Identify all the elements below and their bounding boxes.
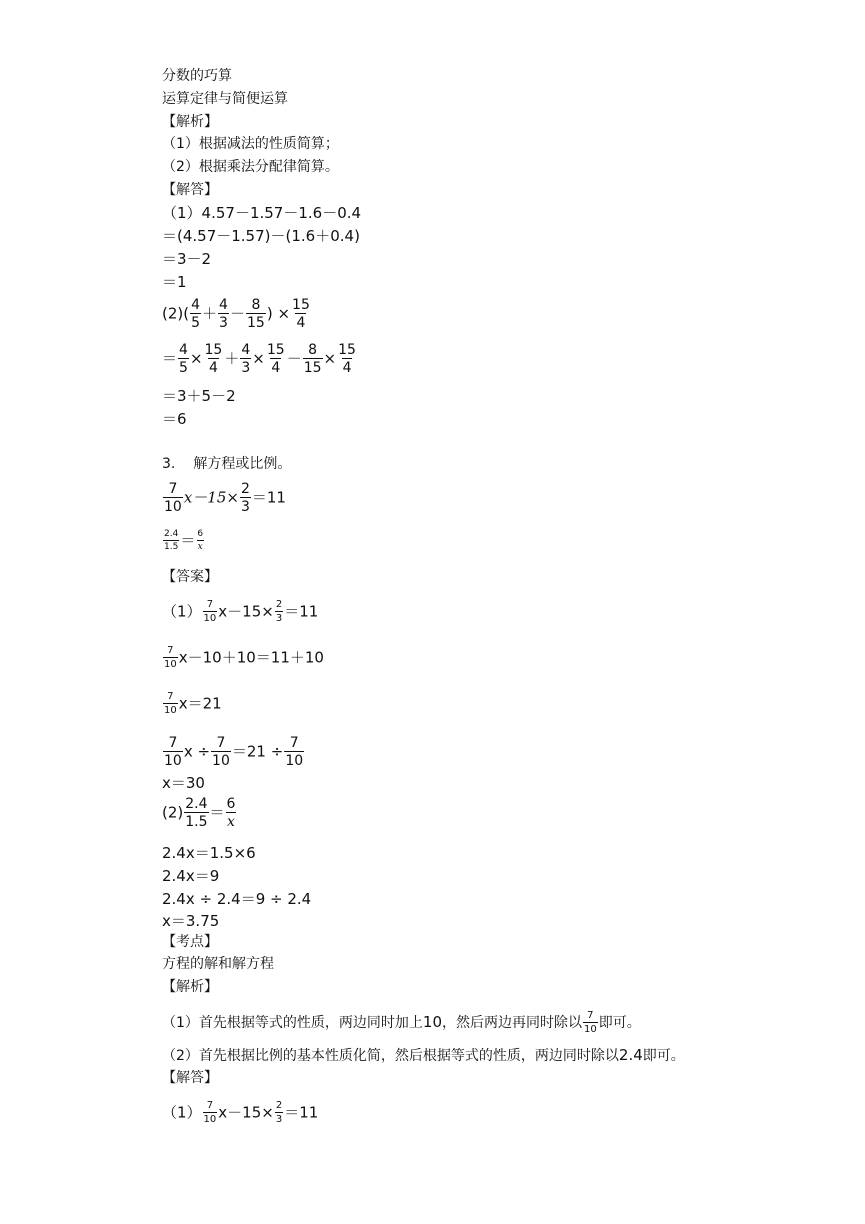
fraction: $\frac{4}{3}$ xyxy=(241,342,251,376)
analysis-point-2: （2）首先根据比例的基本性质化简，然后根据等式的性质，两边同时除以2.4即可。 xyxy=(162,1046,685,1064)
answer-step: (2) $\frac{2.4}{1.5}$ ＝ $\frac{6}{x}$ xyxy=(162,796,236,830)
fraction: $\frac{15}{4}$ xyxy=(204,342,223,376)
solution-step: （1）4.57－1.57－1.6－0.4 xyxy=(162,204,362,222)
solution-step: ＝6 xyxy=(162,410,187,428)
solution-step-2-expression: (2)( $\frac{4}{5}$ ＋ $\frac{4}{3}$ － $\frac{8}{15}$ ) × $\frac{15}{4}$ xyxy=(162,297,310,331)
fraction: $\frac{7}{10}$ xyxy=(212,735,230,769)
fraction: $\frac{2}{3}$ xyxy=(275,1100,283,1125)
fraction: $\frac{7}{10}$ xyxy=(164,481,182,515)
fraction: $\frac{8}{15}$ xyxy=(303,342,322,376)
topic-line-2: 运算定律与简便运算 xyxy=(162,91,288,107)
answer-step: x＝30 xyxy=(162,774,205,792)
solution-label: 【解答】 xyxy=(162,1070,218,1086)
fraction: $\frac{2.4}{1.5}$ xyxy=(185,796,208,830)
fraction: $\frac{2.4}{1.5}$ xyxy=(164,529,179,552)
fraction: $\frac{7}{10}$ xyxy=(164,691,177,716)
topic-line-1: 分数的巧算 xyxy=(162,68,232,84)
answer-step: 2.4x＝1.5×6 xyxy=(162,844,256,862)
kaodian-text: 方程的解和解方程 xyxy=(162,956,274,972)
analysis-label: 【解析】 xyxy=(162,114,218,130)
answer-step: 2.4x ÷ 2.4＝9 ÷ 2.4 xyxy=(162,890,312,908)
fraction: $\frac{7}{10}$ xyxy=(203,599,217,624)
fraction: $\frac{2}{3}$ xyxy=(240,481,250,515)
answer-step: $\frac{7}{10}$ x ÷ $\frac{7}{10}$ ＝21 ÷ $\frac{7}{10}$ xyxy=(164,735,304,769)
solution-step: ＝(4.57－1.57)－(1.6＋0.4) xyxy=(162,227,360,245)
equation-1: $\frac{7}{10}$ x－15× $\frac{2}{3}$ ＝11 xyxy=(164,481,286,515)
question-number: 3. xyxy=(162,456,176,472)
fraction: $\frac{7}{10}$ xyxy=(164,735,182,769)
analysis-point-2: （2）根据乘法分配律简算。 xyxy=(162,159,339,175)
answer-step: $\frac{7}{10}$ x＝21 xyxy=(164,691,222,716)
answer-label: 【答案】 xyxy=(162,569,218,585)
solution-label: 【解答】 xyxy=(162,182,218,198)
fraction: $\frac{4}{3}$ xyxy=(219,297,228,331)
fraction: $\frac{6}{x}$ xyxy=(197,529,204,552)
fraction: $\frac{7}{10}$ xyxy=(164,645,177,670)
fraction: $\frac{15}{4}$ xyxy=(338,342,356,376)
solution-step-2-distribute: ＝ $\frac{4}{5}$ × $\frac{15}{4}$ ＋ $\frac{4}{3}$ × $\frac{15}{4}$ － $\frac{8}{15}$ × $\frac{15}{4}$ xyxy=(162,342,356,376)
fraction: $\frac{15}{4}$ xyxy=(292,297,310,331)
fraction: $\frac{7}{10}$ xyxy=(203,1100,217,1125)
question-title: 解方程或比例。 xyxy=(193,456,292,472)
answer-step: $\frac{7}{10}$ x－10＋10＝11＋10 xyxy=(164,645,324,670)
equation-2: $\frac{2.4}{1.5}$ ＝ $\frac{6}{x}$ xyxy=(164,529,204,552)
question-3-heading xyxy=(162,454,291,474)
fraction: $\frac{8}{15}$ xyxy=(246,297,265,331)
answer-step: （1） $\frac{7}{10}$ x－15× $\frac{2}{3}$ ＝11 xyxy=(162,599,319,624)
fraction: $\frac{4}{5}$ xyxy=(191,297,201,331)
fraction: $\frac{7}{10}$ xyxy=(285,735,304,769)
analysis-label: 【解析】 xyxy=(162,979,218,995)
analysis-point-1: （1）首先根据等式的性质，两边同时加上10，然后两边再同时除以 $\frac{7}{10}$ 即可。 xyxy=(162,1010,641,1035)
fraction: $\frac{7}{10}$ xyxy=(584,1010,597,1035)
solution-step: （1） $\frac{7}{10}$ x－15× $\frac{2}{3}$ ＝11 xyxy=(162,1100,319,1125)
solution-step: ＝3＋5－2 xyxy=(162,387,236,405)
solution-step: ＝1 xyxy=(162,273,187,291)
fraction: $\frac{4}{5}$ xyxy=(179,342,188,376)
fraction: $\frac{6}{x}$ xyxy=(226,796,236,830)
solution-step: ＝3－2 xyxy=(162,250,212,268)
analysis-point-1: （1）根据减法的性质简算； xyxy=(162,136,339,152)
fraction: $\frac{15}{4}$ xyxy=(266,342,285,376)
answer-step: 2.4x＝9 xyxy=(162,867,220,885)
answer-step: x＝3.75 xyxy=(162,912,220,930)
kaodian-label: 【考点】 xyxy=(162,934,218,950)
fraction: $\frac{2}{3}$ xyxy=(275,599,283,624)
